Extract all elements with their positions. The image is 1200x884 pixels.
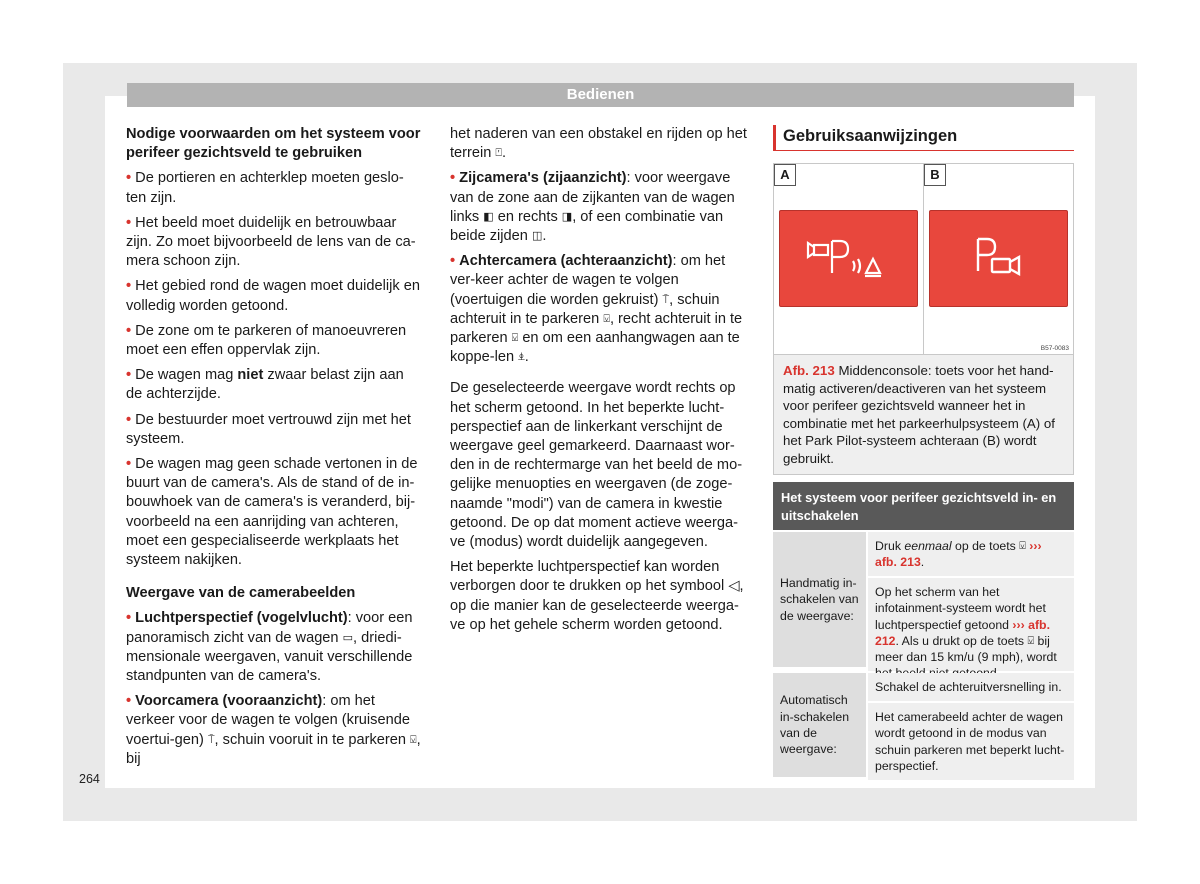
table-row bbox=[773, 673, 1074, 780]
cross-traffic-icon: ⍑ bbox=[207, 733, 215, 746]
figure-panel-a bbox=[774, 164, 924, 354]
section-title: Gebruiksaanwijzingen bbox=[773, 125, 1074, 151]
park-pilot-button bbox=[929, 210, 1068, 307]
paragraph: De geselecteerde weergave wordt rechts op het scherm getoond. In het beperkte lucht-perspectief aan de linkerkant verschijnt de weergave geel gemarkeerd. Daarnaast wor-den in de rechtermarge van het beeld de mo-gelijke menuopties en weergaven (de zoge-naamde "modi") van de camera in kwestie getoond. De op dat moment actieve weerga-ve (modus) wordt duidelijk aangegeven. bbox=[450, 380, 743, 551]
bird-view-icon: ▭ bbox=[342, 631, 354, 644]
left-side-icon: ◧ bbox=[483, 210, 494, 223]
panel-label-b: B bbox=[924, 164, 946, 186]
paragraph: Het beperkte luchtperspectief kan worden verborgen door te drukken op het symbool ◁, op die manier kan de geselecteerde weerga-ve op het gehele scherm worden getoond. bbox=[450, 559, 744, 633]
column-middle bbox=[450, 125, 748, 641]
figure-reference-link[interactable]: ››› afb. 213 bbox=[875, 539, 1042, 570]
figure-213 bbox=[773, 163, 1074, 355]
continued-text: het naderen van een obstakel en rijden op het terrein ⍞. bbox=[450, 125, 748, 163]
list-item: • De zone om te parkeren of manoeuvreren moet een effen oppervlak zijn. bbox=[126, 322, 407, 359]
oblique-parking-icon: ⍌ bbox=[603, 312, 610, 325]
list-item: • Het beeld moet duidelijk en betrouwbaar zijn. Zo moet bijvoorbeeld de lens van de ca-mera schoon zijn. bbox=[126, 214, 416, 270]
table-row bbox=[773, 532, 1074, 671]
oblique-parking-icon: ⍌ bbox=[410, 733, 417, 746]
cross-traffic-icon: ⍑ bbox=[662, 293, 670, 306]
offroad-icon: ⍞ bbox=[495, 147, 503, 160]
figure-caption: Afb. 213 Middenconsole: toets voor het hand-matig activeren/deactiveren van het systeem voor perifeer gezichtsveld wanneer het in combinatie met het parkeerhulpsysteem (A) of het Park Pilot-systeem achteraan (B) wordt gebruikt. bbox=[773, 355, 1074, 475]
panel-label-a: A bbox=[774, 164, 796, 186]
list-item: • De wagen mag niet zwaar belast zijn aan de achterzijde. bbox=[126, 367, 404, 403]
list-item: • Voorcamera (vooraanzicht): om het verkeer voor de wagen te volgen (kruisende voertui-gen) ⍑, schuin vooruit in te parkeren ⍌, bij bbox=[126, 693, 421, 767]
figure-panel-b bbox=[924, 164, 1073, 354]
list-item: • De portieren en achterklep moeten geslo-ten zijn. bbox=[126, 170, 404, 206]
park-camera-key-icon: ⍌ bbox=[1019, 540, 1026, 552]
park-camera-icon bbox=[930, 211, 1067, 306]
table-header: Het systeem voor perifeer gezichtsveld in- en uitschakelen bbox=[773, 482, 1074, 530]
figure-code: B57-0083 bbox=[1040, 345, 1069, 352]
camera-park-sound-icon bbox=[780, 211, 917, 306]
table-cell: Schakel de achteruitversnelling in. bbox=[868, 673, 1074, 701]
park-assist-button bbox=[779, 210, 918, 307]
straight-parking-icon: ⍌ bbox=[511, 332, 519, 345]
list-item: • Het gebied rond de wagen moet duidelijk en volledig worden getoond. bbox=[126, 278, 420, 314]
figure-reference-link[interactable]: ››› afb. 212 bbox=[875, 617, 1050, 648]
list-item: • Achtercamera (achteraanzicht): om het ver-keer achter de wagen te volgen (voertuigen die worden gekruist) ⍑, schuin achteruit in te parkeren ⍌, recht achteruit in te parkeren ⍌ en om een aanhangwagen aan te koppe-len ⍎. bbox=[450, 252, 748, 367]
prerequisites-heading: Nodige voorwaarden om het systeem voor perifeer gezichtsveld te gebruiken bbox=[126, 126, 421, 162]
table-cell: Het camerabeeld achter de wagen wordt getoond in de modus van schuin parkeren met beperkt lucht-perspectief. bbox=[868, 703, 1074, 780]
figure-number: Afb. 213 bbox=[783, 363, 835, 378]
row-label: Automatisch in-schakelen van de weergave: bbox=[773, 673, 866, 777]
camera-views-heading: Weergave van de camerabeelden bbox=[126, 585, 356, 602]
page-number: 264 bbox=[79, 772, 100, 786]
right-side-icon: ◨ bbox=[561, 210, 573, 223]
row-label: Handmatig in-schakelen van de weergave: bbox=[773, 532, 866, 667]
table-cell: Op het scherm van het infotainment-systeem wordt het luchtperspectief getoond ››› afb. 212. Als u drukt op de toets ⍌ bij meer dan 15 km/u (9 mph), wordt bbox=[868, 578, 1074, 671]
list-item: • Zijcamera's (zijaanzicht): voor weergave van de zone aan de zijkanten van de wagen links ◧ en rechts ◨, of een combinatie van beide zijden ◫. bbox=[450, 169, 748, 246]
instructions-table bbox=[773, 482, 1074, 782]
list-item: • De wagen mag geen schade vertonen in de buurt van de camera's. Als de stand of de in-bouwhoek van de camera's is veranderd, bij-voorbeeld na een aanrijding van achteren, moet een gespecialiseerde werkplaats het systeem nakijken. bbox=[126, 456, 418, 569]
park-camera-key-icon: ⍌ bbox=[1027, 634, 1035, 647]
list-item: • Luchtperspectief (vogelvlucht): voor een panoramisch zicht van de wagen ▭, driedi-mensionale weergaven, vanuit verschillende standpunten van de camera's. bbox=[126, 610, 413, 685]
trailer-icon: ⍎ bbox=[518, 351, 525, 364]
both-sides-icon: ◫ bbox=[531, 230, 543, 243]
table-cell: Druk eenmaal op de toets ⍌ ››› afb. 213. bbox=[868, 532, 1074, 576]
page-header: Bedienen bbox=[127, 83, 1074, 107]
column-right bbox=[773, 125, 1074, 475]
column-left bbox=[126, 125, 422, 775]
list-item: • De bestuurder moet vertrouwd zijn met het systeem. bbox=[126, 411, 411, 447]
